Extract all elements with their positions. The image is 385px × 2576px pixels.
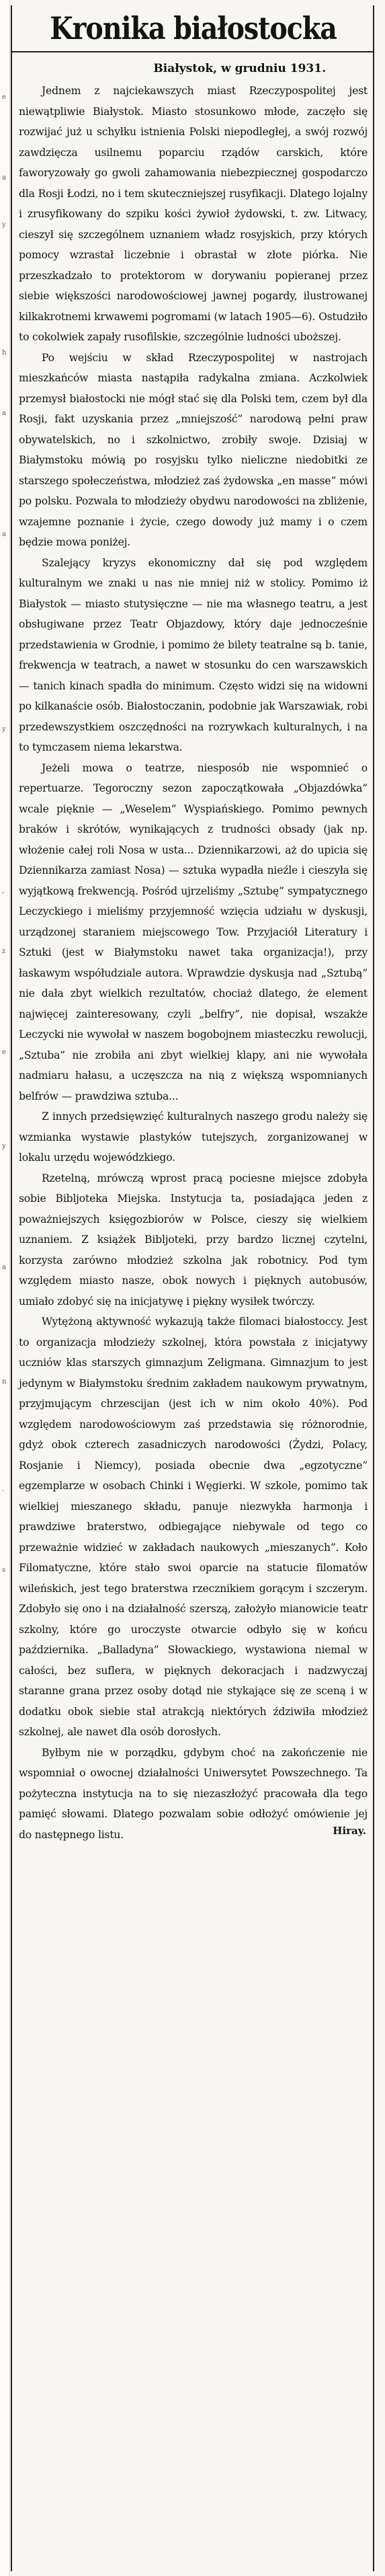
article-paragraph: Wytężoną aktywność wykazują także filomaci białostoccy. Jest to organizacja młodzieży szkolnej, która powstała z inicjatywy uczniów klas starszych gimnazjum Zeligmana. Gimnazjum to jest jedynym w Białymstoku średnim zakładem naukowym prywatnym, przyjmującym chrzescijan (jest ich w nim około 40%). Pod względem narodowościowym zaś przedstawia się różnorodnie, gdyż obok czterech zasadniczych narodowości (Żydzi, Polacy, Rosjanie i Niemcy), posiada obecnie dwa „egzotyczne” egzemplarze w osobach Chinki i Węgierki. W szkole, pomimo tak wielkiej mieszanego składu, panuje niezwykła harmonja i prawdziwe braterstwo, odbiegające niebywale od tego co przeważnie widzieć w zakładach naukowych „mieszanych”. Koło Filomatyczne, które stało swoi oparcie na statucie filomatów wileńskich, jest tego braterstwa rzecznikiem gorącym i szczerym. Zdobyło się ono i na działalność szerszą, założyło mianowicie teatr szkolny, które go uroczyste otwarcie odbyło się w końcu października. „Balladyna” Słowackiego, wystawiona niemal w całości, bez suflera, w pięknych dekoracjach i nadzwyczaj staranne grana przez osoby dotąd nie stykające się ze sceną i w dodatku obok siebie stał atrakcją niektórych ździwiła młodzież szkolnej, ale nawet dla osób dorosłych.: [19, 1316, 368, 1738]
edge-fragment: a: [2, 1264, 6, 1271]
adjacent-column-edge: [0, 0, 10, 2576]
article-paragraph: Z innych przedsięwzięć kulturalnych naszego grodu należy się wzmianka wystawie plastyków tutejszych, zorganizowanej w lokalu urzędu wojewódzkiego.: [19, 1110, 368, 1164]
edge-fragment: e: [2, 93, 6, 101]
author-signature: Hiray.: [333, 1825, 366, 1837]
article-paragraph: Jeżeli mowa o teatrze, niesposób nie wspomnieć o repertuarze. Tegoroczny sezon zapoczątkowała „Objazdówka” wcale pięknie — „Weselem” Wyspiańskiego. Pomimo pewnych braków i skrótów, wynikających z trudności obsady (jak np. włożenie całej roli Nosa w usta... Dziennikarzowi, aż do upicia się Dziennikarza zamiast Nosa) — sztuka wypadła nieźle i cieszyła się wyjątkową frekwencją. Pośród ujrzeliśmy „Sztubę” sympatycznego Leczyckiego i mieliśmy przyjemność wzięcia udziału w dyskusji, urządzonej staraniem miejscowego Tow. Przyjaciół Literatury i Sztuki (jest w Białymstoku nawet taka organizacja!), przy łaskawym współudziale autora. Wprawdzie dyskusja nad „Sztubą” nie dała zbyt wielkich rezultatów, chociaż dlatego, że element najwięcej zainteresowany, czyli „belfry”, nie dopisał, wszakże Leczycki nie wywołał w naszem bogobojnem miasteczku rewolucji, „Sztuba” nie zrobiła ani zbyt wielkiej klapy, ani nie wywołała nadmiaru hałasu, a uczęszcza na nią z większą wspomnianych belfrów — prawdziwa sztuba...: [19, 761, 368, 1102]
article-paragraph: Byłbym nie w porządku, gdybym choć na zakończenie nie wspomniał o owocnej działalności Uniwersytet Powszechnego. Ta pożyteczna instytucja na to się niezaszłożyć pracowała dla tego pamięć słowami. Dlatego pozwalam sobie odłożyć omówienie jej do następnego listu.: [19, 1746, 368, 1841]
edge-fragment: y: [2, 1143, 6, 1150]
edge-fragment: h: [2, 349, 7, 356]
edge-fragment: ,: [2, 887, 5, 895]
article-paragraph: Szalejący kryzys ekonomiczny dał się pod względem kulturalnym we znaki u nas nie mniej niż w stolicy. Pomimo iż Białystok — miasto stutysięczne — nie ma własnego teatru, a jest obsługiwane przez Teatr Objazdowy, który daje jednocześnie przedstawienia w Grodnie, i pomimo że bilety teatralne są b. tanie, frekwencja w teatrach, a nawet w stosunku do cen warszawskich — tanich kinach spadła do minimum. Często widzi się na widowni po kilkanaście osób. Białostoczanin, podobnie jak Warszawiak, robi przedewszystkiem oszczędności na rozrywkach kulturalnych, i na to tymczasem niema lekarstwa.: [19, 556, 368, 753]
edge-fragment: a: [2, 174, 6, 182]
edge-fragment: .: [2, 1486, 5, 1493]
edge-fragment: z: [2, 948, 6, 955]
article-column: [11, 5, 374, 2571]
edge-fragment: y: [2, 221, 6, 229]
edge-fragment: n: [2, 1378, 7, 1386]
edge-fragment: y: [2, 726, 6, 733]
edge-fragment: a: [2, 410, 6, 417]
dateline: Białystok, w grudniu 1931.: [153, 62, 326, 75]
article-paragraph: Po wejściu w skład Rzeczypospolitej w nastrojach mieszkańców miasta nastąpiła radykalna zmiana. Aczkolwiek przemysł białostocki nie mógł stać się dla Polski tem, czem był dla Rosji, fakt uzyskania przez „mniejszość” narodową pełni praw obywatelskich, no i szkolnictwo, zrobiły swoje. Dzisiaj w Białymstoku mówią po rosyjsku tylko nieliczne niedobitki ze starszego społeczeństwa, młodzież zaś żydowska „en masse” mówi po polsku. Pozwala to młodzieży obydwu narodowości na zbliżenie, wzajemne poznanie i życie, czego dowody już mamy i o czem będzie mowa poniżej.: [19, 351, 368, 548]
edge-fragment: e: [2, 1049, 6, 1056]
edge-fragment: a: [2, 531, 6, 538]
title-rule: [12, 51, 373, 52]
article-paragraph: Jednem z najciekawszych miast Rzeczypospolitej jest niewątpliwie Białystok. Miasto stosunkowo młode, zaczęło się rozwijać już u schyłku istnienia Polski niepodległej, a swój rozwój zawdzięcza usilnemu poparciu rządów carskich, które faworyzowały go gwoli zahamowania niebezpiecznej gospodarczo dla Rosji Łodzi, no i tem skuteczniejszej rusyfikacji. Dlatego lojalny i zrusyfikowany do szpiku kości żywioł żydowski, t. zw. Litwacy, cieszył się szczególnem uznaniem władz rosyjskich, przy których pomocy wzrastał liczebnie i obrastał w złote piórka. Nie przeszkadzało to protektorom w dorywaniu popieranej przez siebie większości narodowościowej jawnej pogardy, ilustrowanej kilkakrotnemi krwawemi pogromami (w latach 1905—6). Ostudziło to cokolwiek zapały rusofilskie, szczególnie ludności uboższej.: [19, 85, 368, 343]
edge-fragment: s: [2, 1566, 6, 1574]
article-paragraph: Rzetelną, mrówczą wprost pracą pociesne miejsce zdobyła sobie Bibljoteka Miejska. Instytucja ta, posiadająca jeden z poważniejszych księgozbiorów w Polsce, cieszy się wielkiem uznaniem. Z książek Bibljoteki, przy bardzo licznej czytelni, korzysta zarówno młodzież szkolna jak robotnicy. Pod tym względem miasto nasze, obok nowych i pięknych autobusów, umiało zdobyć się na inicjatywę i piękny wysiłek twórczy.: [19, 1172, 368, 1308]
article-title: Kronika białostocka: [50, 10, 337, 46]
